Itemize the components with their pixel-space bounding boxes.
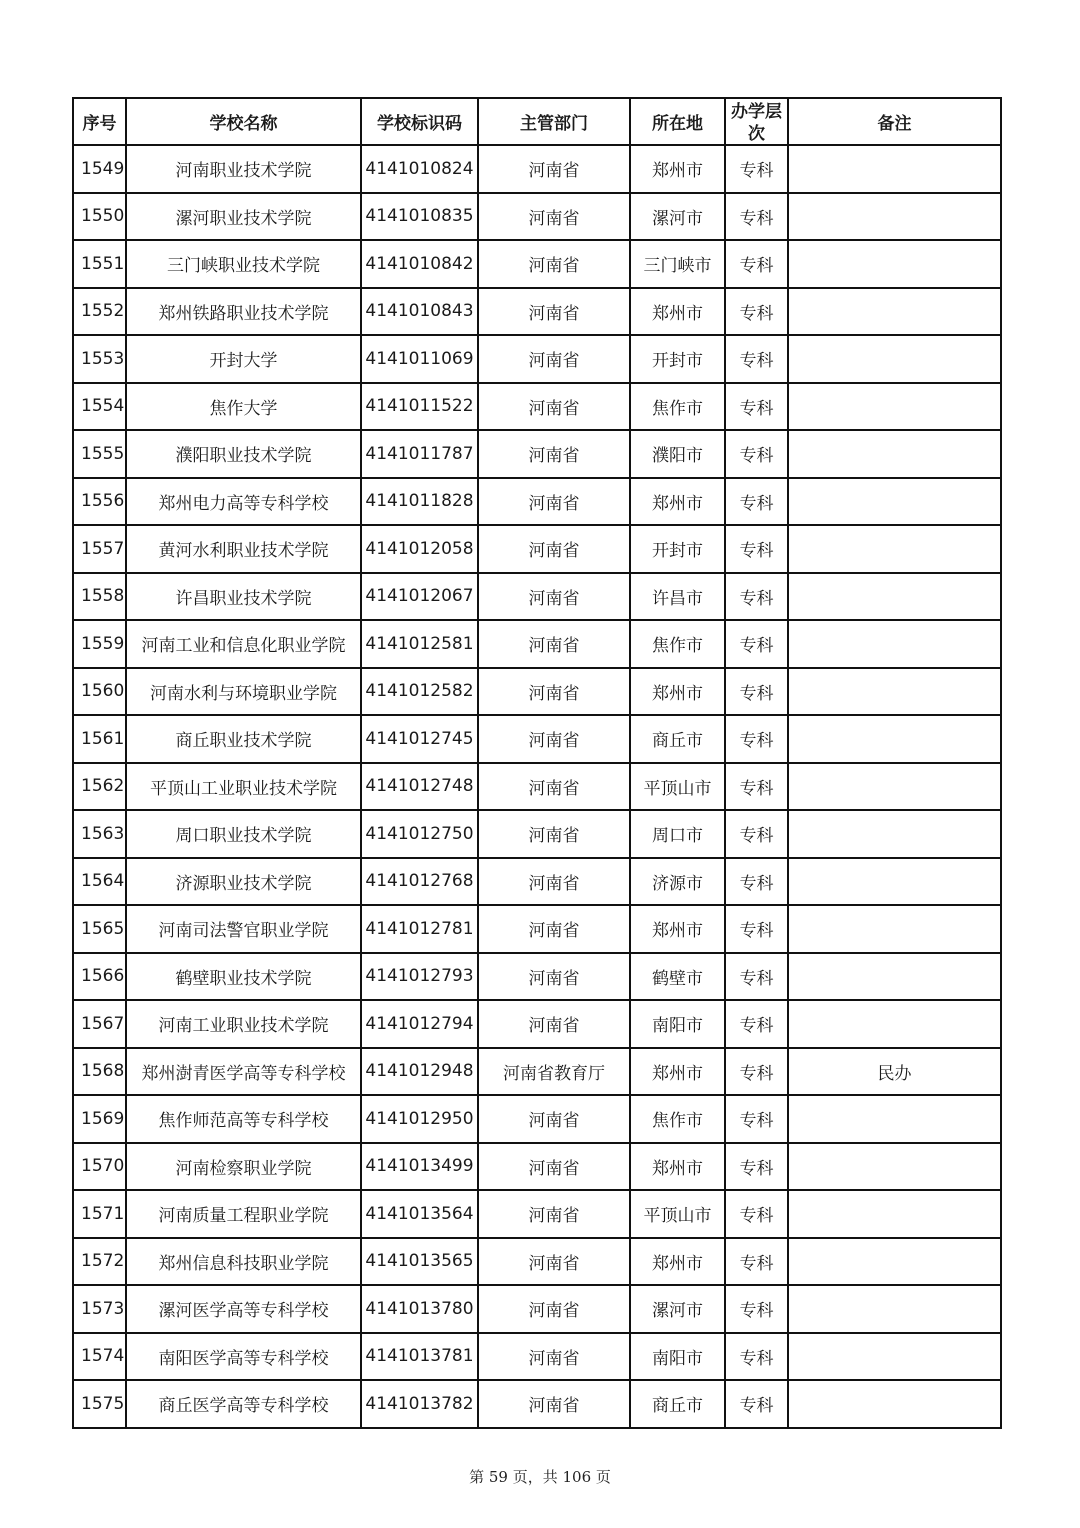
cell-note — [788, 715, 1001, 763]
cell-seq: 1575 — [73, 1380, 126, 1428]
cell-department: 河南省 — [478, 668, 630, 716]
cell-level: 专科 — [725, 335, 788, 383]
cell-department: 河南省 — [478, 193, 630, 241]
cell-location: 郑州市 — [630, 1238, 725, 1286]
cell-school-code: 4141011828 — [361, 478, 478, 526]
cell-school-name: 郑州澍青医学高等专科学校 — [126, 1048, 361, 1096]
table-row — [73, 1000, 1001, 1048]
cell-seq: 1566 — [73, 953, 126, 1001]
table-row — [73, 1048, 1001, 1096]
cell-school-name: 郑州电力高等专科学校 — [126, 478, 361, 526]
cell-department: 河南省 — [478, 763, 630, 811]
cell-location: 焦作市 — [630, 620, 725, 668]
cell-department: 河南省 — [478, 905, 630, 953]
cell-location: 郑州市 — [630, 478, 725, 526]
header-note: 备注 — [788, 98, 1001, 145]
table-row — [73, 953, 1001, 1001]
cell-seq: 1560 — [73, 668, 126, 716]
table-row — [73, 905, 1001, 953]
table-row — [73, 193, 1001, 241]
cell-department: 河南省 — [478, 1143, 630, 1191]
cell-department: 河南省 — [478, 240, 630, 288]
cell-location: 济源市 — [630, 858, 725, 906]
cell-location: 郑州市 — [630, 145, 725, 193]
cell-department: 河南省 — [478, 430, 630, 478]
cell-level: 专科 — [725, 430, 788, 478]
cell-school-code: 4141010843 — [361, 288, 478, 336]
cell-school-code: 4141012582 — [361, 668, 478, 716]
cell-school-name: 河南司法警官职业学院 — [126, 905, 361, 953]
cell-level: 专科 — [725, 478, 788, 526]
cell-level: 专科 — [725, 383, 788, 431]
table-row — [73, 1238, 1001, 1286]
cell-seq: 1554 — [73, 383, 126, 431]
cell-school-name: 濮阳职业技术学院 — [126, 430, 361, 478]
cell-location: 郑州市 — [630, 1048, 725, 1096]
cell-school-code: 4141012750 — [361, 810, 478, 858]
cell-seq: 1569 — [73, 1095, 126, 1143]
cell-school-name: 商丘医学高等专科学校 — [126, 1380, 361, 1428]
cell-note — [788, 573, 1001, 621]
cell-location: 南阳市 — [630, 1000, 725, 1048]
cell-location: 郑州市 — [630, 288, 725, 336]
cell-level: 专科 — [725, 1190, 788, 1238]
cell-level: 专科 — [725, 1000, 788, 1048]
table-row — [73, 478, 1001, 526]
cell-location: 郑州市 — [630, 905, 725, 953]
cell-school-code: 4141010824 — [361, 145, 478, 193]
cell-note — [788, 1333, 1001, 1381]
cell-school-name: 三门峡职业技术学院 — [126, 240, 361, 288]
cell-school-name: 黄河水利职业技术学院 — [126, 525, 361, 573]
cell-school-name: 焦作大学 — [126, 383, 361, 431]
cell-school-code: 4141010835 — [361, 193, 478, 241]
cell-department: 河南省教育厅 — [478, 1048, 630, 1096]
cell-department: 河南省 — [478, 1333, 630, 1381]
cell-seq: 1563 — [73, 810, 126, 858]
cell-school-name: 南阳医学高等专科学校 — [126, 1333, 361, 1381]
cell-seq: 1562 — [73, 763, 126, 811]
table-row — [73, 145, 1001, 193]
cell-location: 南阳市 — [630, 1333, 725, 1381]
cell-school-code: 4141012948 — [361, 1048, 478, 1096]
cell-note — [788, 288, 1001, 336]
table-row — [73, 240, 1001, 288]
cell-school-code: 4141013564 — [361, 1190, 478, 1238]
cell-school-code: 4141012950 — [361, 1095, 478, 1143]
cell-school-name: 河南职业技术学院 — [126, 145, 361, 193]
cell-school-name: 河南检察职业学院 — [126, 1143, 361, 1191]
cell-location: 漯河市 — [630, 1285, 725, 1333]
cell-school-name: 郑州铁路职业技术学院 — [126, 288, 361, 336]
cell-note — [788, 383, 1001, 431]
cell-level: 专科 — [725, 763, 788, 811]
cell-school-code: 4141011787 — [361, 430, 478, 478]
header-level — [725, 98, 788, 145]
header-level-text: 办学层次 — [731, 102, 782, 144]
cell-department: 河南省 — [478, 810, 630, 858]
cell-seq: 1555 — [73, 430, 126, 478]
cell-level: 专科 — [725, 573, 788, 621]
cell-note — [788, 430, 1001, 478]
cell-seq: 1558 — [73, 573, 126, 621]
cell-seq: 1574 — [73, 1333, 126, 1381]
cell-seq: 1557 — [73, 525, 126, 573]
cell-school-name: 许昌职业技术学院 — [126, 573, 361, 621]
cell-school-code: 4141012793 — [361, 953, 478, 1001]
cell-seq: 1559 — [73, 620, 126, 668]
table-row — [73, 383, 1001, 431]
cell-level: 专科 — [725, 905, 788, 953]
cell-level: 专科 — [725, 240, 788, 288]
table-row — [73, 1143, 1001, 1191]
cell-school-code: 4141013781 — [361, 1333, 478, 1381]
cell-note — [788, 1095, 1001, 1143]
cell-seq: 1565 — [73, 905, 126, 953]
cell-location: 焦作市 — [630, 1095, 725, 1143]
cell-seq: 1571 — [73, 1190, 126, 1238]
cell-note: 民办 — [788, 1048, 1001, 1096]
cell-school-code: 4141013782 — [361, 1380, 478, 1428]
cell-note — [788, 145, 1001, 193]
cell-level: 专科 — [725, 668, 788, 716]
cell-location: 商丘市 — [630, 1380, 725, 1428]
table-header-row — [73, 98, 1001, 145]
cell-note — [788, 1380, 1001, 1428]
cell-department: 河南省 — [478, 573, 630, 621]
cell-school-name: 鹤壁职业技术学院 — [126, 953, 361, 1001]
table-row — [73, 858, 1001, 906]
header-school-name: 学校名称 — [126, 98, 361, 145]
cell-seq: 1567 — [73, 1000, 126, 1048]
cell-note — [788, 1190, 1001, 1238]
cell-note — [788, 1285, 1001, 1333]
cell-note — [788, 620, 1001, 668]
table-row — [73, 1380, 1001, 1428]
cell-level: 专科 — [725, 953, 788, 1001]
cell-note — [788, 525, 1001, 573]
cell-note — [788, 193, 1001, 241]
cell-school-code: 4141011522 — [361, 383, 478, 431]
cell-level: 专科 — [725, 1285, 788, 1333]
header-location: 所在地 — [630, 98, 725, 145]
cell-school-name: 漯河医学高等专科学校 — [126, 1285, 361, 1333]
cell-level: 专科 — [725, 193, 788, 241]
table-row — [73, 1333, 1001, 1381]
cell-location: 平顶山市 — [630, 1190, 725, 1238]
table-row — [73, 668, 1001, 716]
cell-level: 专科 — [725, 1143, 788, 1191]
table-row — [73, 430, 1001, 478]
cell-note — [788, 478, 1001, 526]
cell-note — [788, 335, 1001, 383]
cell-department: 河南省 — [478, 858, 630, 906]
cell-seq: 1550 — [73, 193, 126, 241]
cell-seq: 1564 — [73, 858, 126, 906]
cell-location: 许昌市 — [630, 573, 725, 621]
cell-location: 三门峡市 — [630, 240, 725, 288]
cell-seq: 1572 — [73, 1238, 126, 1286]
header-school-code: 学校标识码 — [361, 98, 478, 145]
cell-location: 商丘市 — [630, 715, 725, 763]
table-row — [73, 715, 1001, 763]
table-row — [73, 620, 1001, 668]
cell-note — [788, 668, 1001, 716]
cell-department: 河南省 — [478, 1000, 630, 1048]
cell-level: 专科 — [725, 1333, 788, 1381]
cell-department: 河南省 — [478, 1380, 630, 1428]
table-row — [73, 573, 1001, 621]
cell-seq: 1551 — [73, 240, 126, 288]
cell-level: 专科 — [725, 620, 788, 668]
table-row — [73, 335, 1001, 383]
cell-level: 专科 — [725, 288, 788, 336]
cell-school-name: 河南工业职业技术学院 — [126, 1000, 361, 1048]
cell-location: 鹤壁市 — [630, 953, 725, 1001]
cell-level: 专科 — [725, 1048, 788, 1096]
cell-level: 专科 — [725, 715, 788, 763]
cell-school-name: 河南工业和信息化职业学院 — [126, 620, 361, 668]
cell-note — [788, 953, 1001, 1001]
cell-school-name: 漯河职业技术学院 — [126, 193, 361, 241]
table-row — [73, 288, 1001, 336]
cell-department: 河南省 — [478, 715, 630, 763]
cell-level: 专科 — [725, 525, 788, 573]
cell-level: 专科 — [725, 858, 788, 906]
cell-note — [788, 905, 1001, 953]
cell-level: 专科 — [725, 810, 788, 858]
cell-location: 郑州市 — [630, 1143, 725, 1191]
cell-school-code: 4141010842 — [361, 240, 478, 288]
cell-location: 濮阳市 — [630, 430, 725, 478]
cell-seq: 1549 — [73, 145, 126, 193]
cell-seq: 1553 — [73, 335, 126, 383]
cell-school-code: 4141012067 — [361, 573, 478, 621]
table-row — [73, 525, 1001, 573]
cell-school-code: 4141012581 — [361, 620, 478, 668]
school-list-table — [72, 97, 1002, 1429]
cell-seq: 1556 — [73, 478, 126, 526]
cell-school-code: 4141011069 — [361, 335, 478, 383]
cell-department: 河南省 — [478, 1238, 630, 1286]
cell-school-name: 开封大学 — [126, 335, 361, 383]
cell-note — [788, 810, 1001, 858]
cell-school-code: 4141013499 — [361, 1143, 478, 1191]
header-seq: 序号 — [73, 98, 126, 145]
table-row — [73, 810, 1001, 858]
page-footer: 第 59 页，共 106 页 — [469, 1468, 611, 1486]
cell-school-code: 4141012794 — [361, 1000, 478, 1048]
cell-location: 平顶山市 — [630, 763, 725, 811]
cell-school-name: 河南水利与环境职业学院 — [126, 668, 361, 716]
cell-seq: 1561 — [73, 715, 126, 763]
cell-school-name: 平顶山工业职业技术学院 — [126, 763, 361, 811]
cell-school-name: 商丘职业技术学院 — [126, 715, 361, 763]
cell-school-code: 4141012781 — [361, 905, 478, 953]
cell-department: 河南省 — [478, 478, 630, 526]
cell-location: 开封市 — [630, 525, 725, 573]
cell-department: 河南省 — [478, 1095, 630, 1143]
cell-level: 专科 — [725, 1380, 788, 1428]
table-row — [73, 763, 1001, 811]
cell-location: 开封市 — [630, 335, 725, 383]
cell-seq: 1568 — [73, 1048, 126, 1096]
cell-department: 河南省 — [478, 620, 630, 668]
cell-location: 郑州市 — [630, 668, 725, 716]
cell-level: 专科 — [725, 145, 788, 193]
cell-seq: 1552 — [73, 288, 126, 336]
cell-department: 河南省 — [478, 525, 630, 573]
table-body — [73, 145, 1001, 1428]
cell-school-code: 4141013780 — [361, 1285, 478, 1333]
cell-department: 河南省 — [478, 953, 630, 1001]
cell-department: 河南省 — [478, 383, 630, 431]
cell-department: 河南省 — [478, 1285, 630, 1333]
cell-level: 专科 — [725, 1238, 788, 1286]
cell-school-code: 4141012058 — [361, 525, 478, 573]
cell-school-name: 郑州信息科技职业学院 — [126, 1238, 361, 1286]
cell-school-name: 周口职业技术学院 — [126, 810, 361, 858]
table-row — [73, 1095, 1001, 1143]
cell-department: 河南省 — [478, 288, 630, 336]
cell-department: 河南省 — [478, 145, 630, 193]
cell-school-name: 河南质量工程职业学院 — [126, 1190, 361, 1238]
cell-location: 漯河市 — [630, 193, 725, 241]
cell-school-code: 4141012748 — [361, 763, 478, 811]
cell-note — [788, 858, 1001, 906]
table-row — [73, 1190, 1001, 1238]
cell-school-code: 4141012745 — [361, 715, 478, 763]
cell-department: 河南省 — [478, 1190, 630, 1238]
header-department: 主管部门 — [478, 98, 630, 145]
cell-school-name: 焦作师范高等专科学校 — [126, 1095, 361, 1143]
cell-seq: 1573 — [73, 1285, 126, 1333]
cell-location: 焦作市 — [630, 383, 725, 431]
cell-school-name: 济源职业技术学院 — [126, 858, 361, 906]
cell-seq: 1570 — [73, 1143, 126, 1191]
cell-location: 周口市 — [630, 810, 725, 858]
cell-level: 专科 — [725, 1095, 788, 1143]
cell-school-code: 4141012768 — [361, 858, 478, 906]
cell-school-code: 4141013565 — [361, 1238, 478, 1286]
cell-department: 河南省 — [478, 335, 630, 383]
cell-note — [788, 1143, 1001, 1191]
cell-note — [788, 1000, 1001, 1048]
cell-note — [788, 763, 1001, 811]
cell-note — [788, 240, 1001, 288]
cell-note — [788, 1238, 1001, 1286]
table-row — [73, 1285, 1001, 1333]
